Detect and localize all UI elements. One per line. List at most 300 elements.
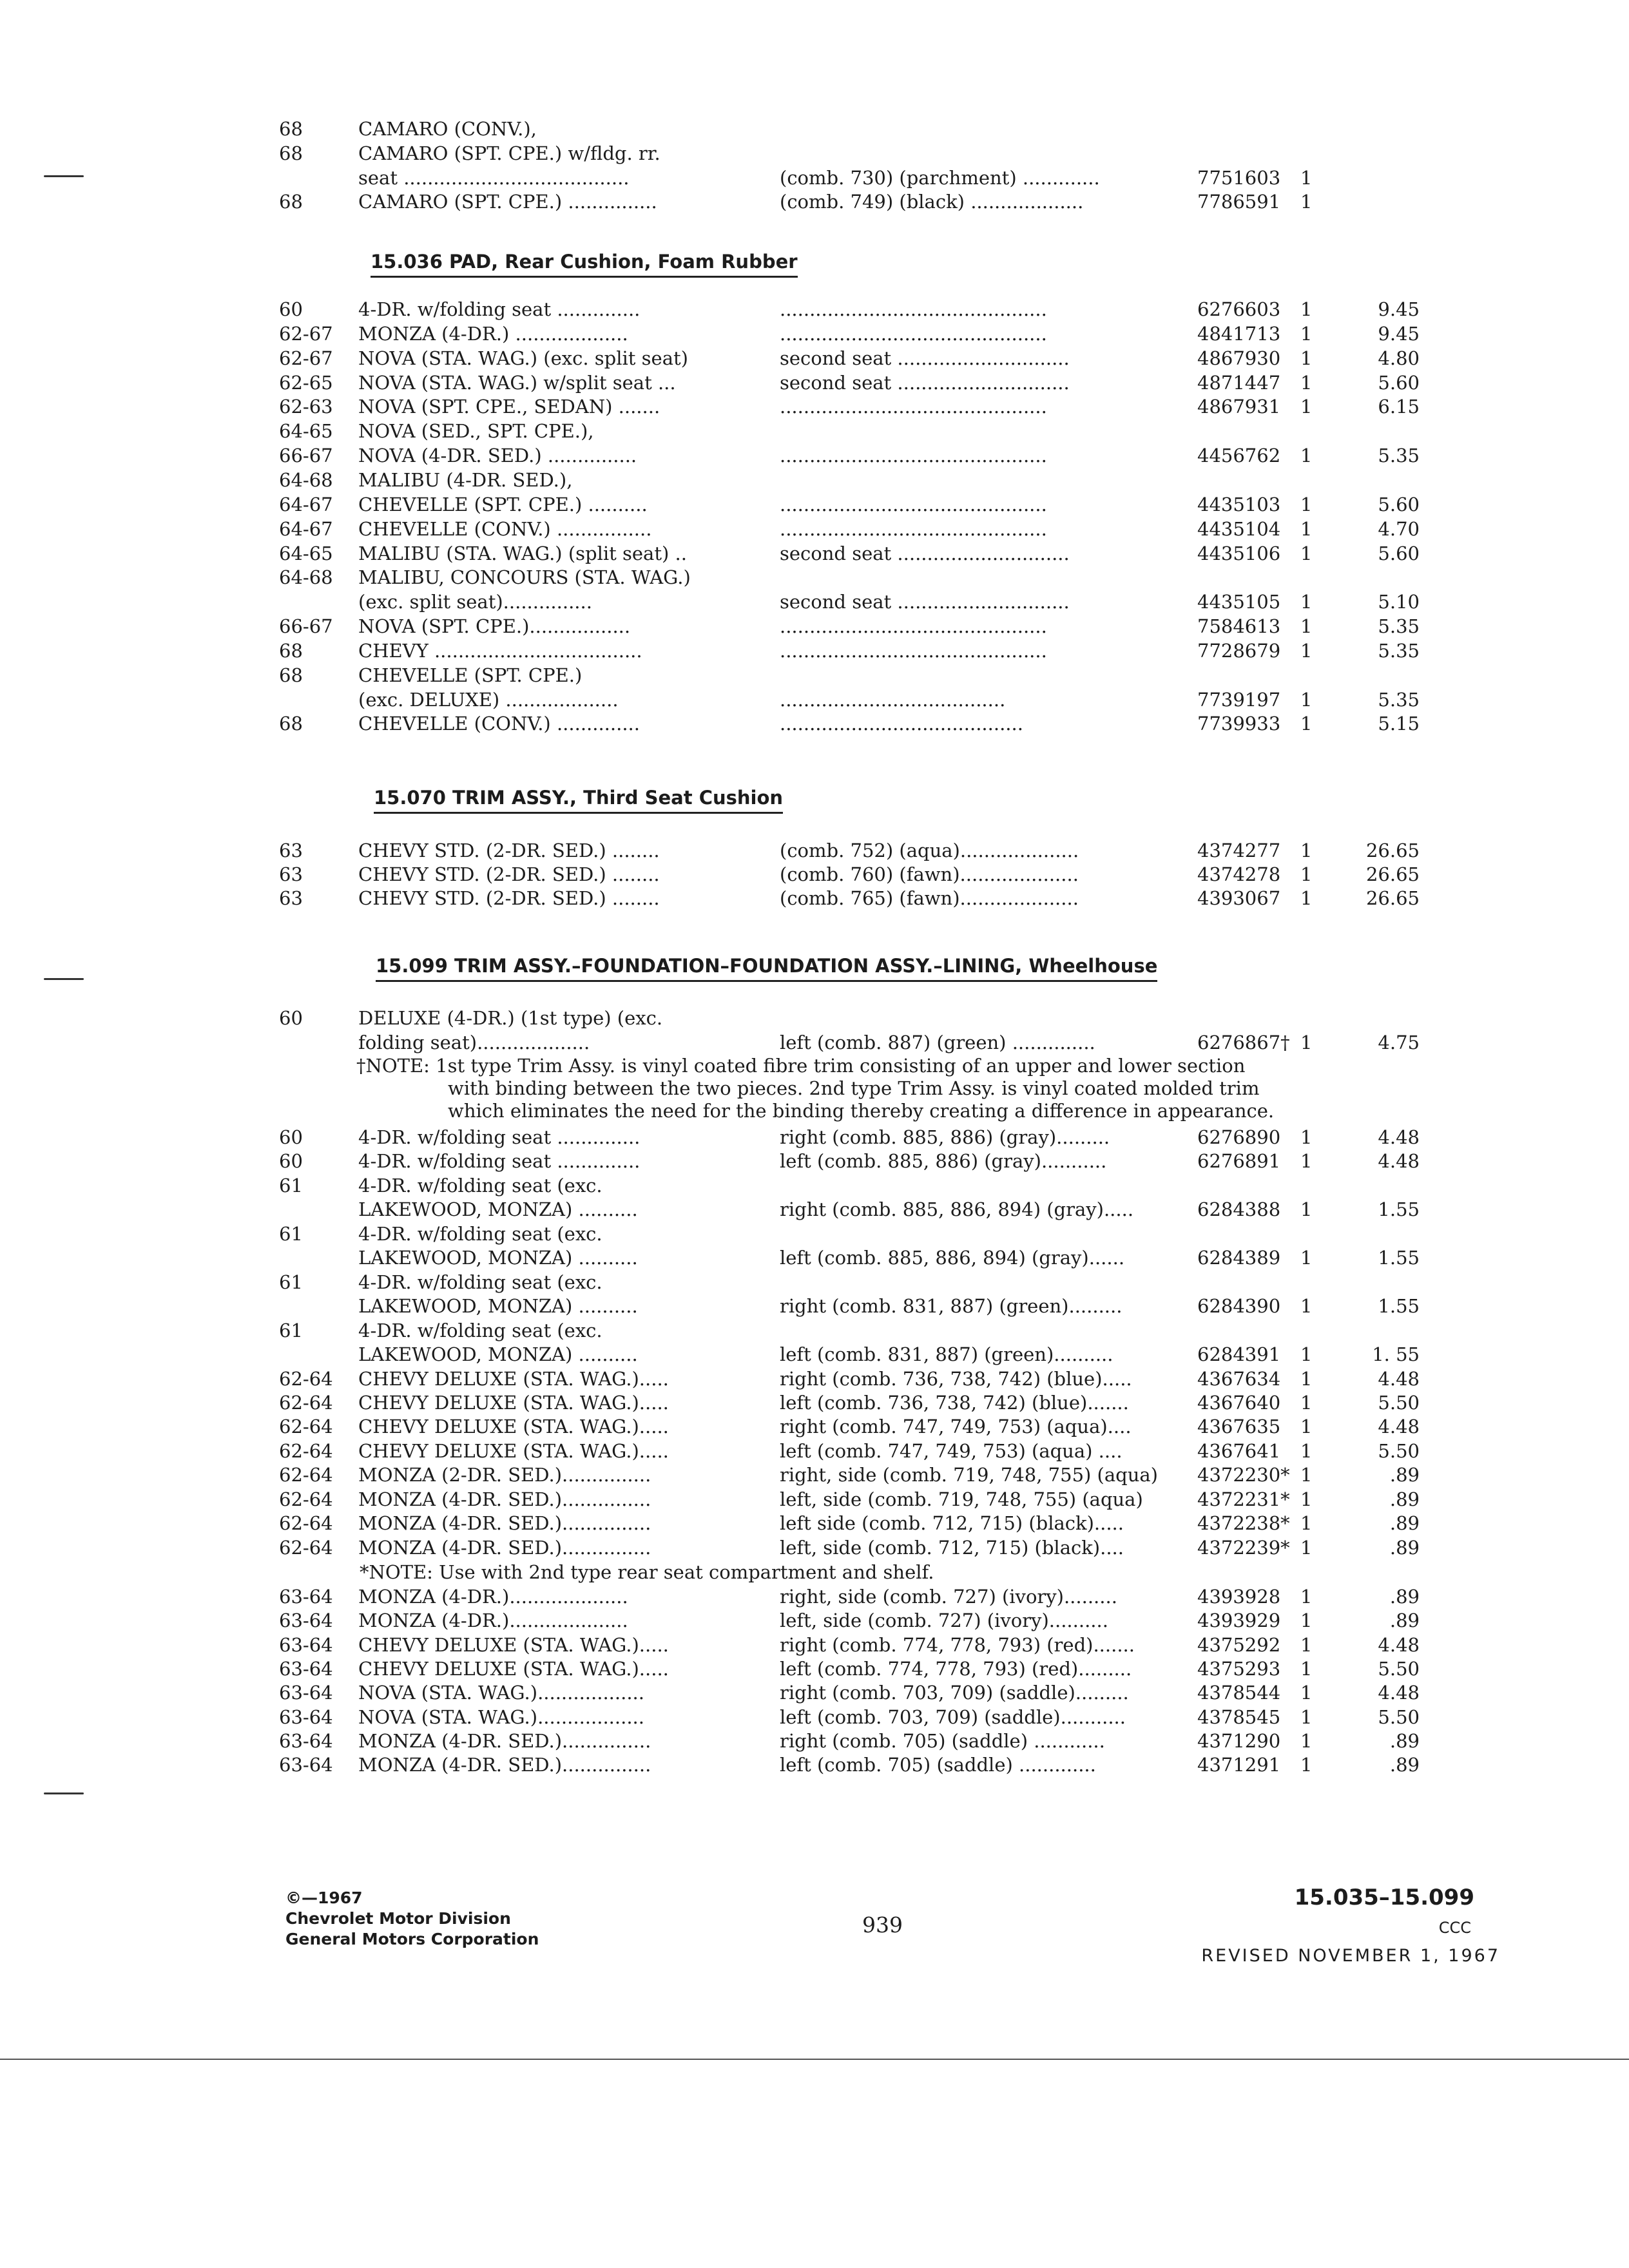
parts-row xyxy=(0,638,1629,664)
description-cell: right (comb. 747, 749, 753) (aqua).... xyxy=(780,1416,1132,1438)
year-cell: 63-64 xyxy=(279,1610,333,1632)
part-number-cell: 4867930 xyxy=(1197,347,1281,369)
page-number: 939 xyxy=(862,1912,903,1937)
quantity-cell: 1 xyxy=(1300,1512,1313,1535)
description-cell: second seat ............................. xyxy=(780,591,1070,613)
year-cell: 62-64 xyxy=(279,1464,333,1486)
description-cell: right (comb. 705) (saddle) ............ xyxy=(780,1729,1105,1752)
description-cell: (comb. 765) (fawn).................... xyxy=(780,887,1079,909)
quantity-cell: 1 xyxy=(1300,1610,1313,1632)
price-cell: 5.35 xyxy=(1378,445,1420,467)
year-cell: 68 xyxy=(279,713,303,735)
year-cell: 63-64 xyxy=(279,1657,333,1680)
model-cell: NOVA (SED., SPT. CPE.), xyxy=(358,420,594,443)
model-cell: LAKEWOOD, MONZA) .......... xyxy=(358,1247,638,1269)
parts-row xyxy=(0,1704,1629,1730)
description-cell: second seat ............................. xyxy=(780,347,1070,369)
quantity-cell: 1 xyxy=(1300,639,1313,662)
description-cell: right (comb. 736, 738, 742) (blue)..... xyxy=(780,1367,1132,1390)
parts-row xyxy=(0,1608,1629,1633)
quantity-cell: 1 xyxy=(1300,1536,1313,1559)
model-cell: CHEVELLE (CONV.) ................ xyxy=(358,517,652,540)
year-cell: 63-64 xyxy=(279,1706,333,1728)
part-number-cell: 4456762 xyxy=(1197,445,1281,467)
parts-row xyxy=(0,394,1629,419)
quantity-cell: 1 xyxy=(1300,887,1313,909)
description-cell: second seat ............................. xyxy=(780,371,1070,394)
parts-row xyxy=(0,1366,1629,1392)
model-cell: CHEVY DELUXE (STA. WAG.)..... xyxy=(358,1416,669,1438)
parts-row xyxy=(0,1656,1629,1682)
parts-row xyxy=(0,885,1629,911)
model-cell: MONZA (4-DR. SED.)............... xyxy=(358,1536,651,1559)
part-number-cell: 7786591 xyxy=(1197,191,1281,213)
quantity-cell: 1 xyxy=(1300,298,1313,320)
year-cell: 60 xyxy=(279,298,303,320)
year-cell: 64-67 xyxy=(279,493,333,515)
model-cell: (exc. split seat)............... xyxy=(358,591,592,613)
description-cell: ............................................. xyxy=(780,445,1047,467)
model-cell: 4-DR. w/folding seat .............. xyxy=(358,298,641,320)
description-cell: right (comb. 703, 709) (saddle)......... xyxy=(780,1682,1129,1704)
model-cell: MALIBU (4-DR. SED.), xyxy=(358,468,573,491)
year-cell: 63-64 xyxy=(279,1633,333,1656)
parts-row xyxy=(0,861,1629,887)
price-cell: 4.48 xyxy=(1378,1682,1420,1704)
part-number-cell: 4367634 xyxy=(1197,1367,1281,1390)
model-cell: DELUXE (4-DR.) (1st type) (exc. xyxy=(358,1007,663,1029)
part-number-cell: 6284390 xyxy=(1197,1295,1281,1318)
model-cell: CHEVY DELUXE (STA. WAG.)..... xyxy=(358,1367,669,1390)
model-cell: CHEVY STD. (2-DR. SED.) ........ xyxy=(358,887,660,909)
quantity-cell: 1 xyxy=(1300,1754,1313,1776)
parts-row xyxy=(0,140,1629,166)
year-cell: 62-64 xyxy=(279,1488,333,1510)
part-number-cell: 4378545 xyxy=(1197,1706,1281,1728)
quantity-cell: 1 xyxy=(1300,1150,1313,1173)
year-cell: 60 xyxy=(279,1150,303,1173)
description-cell: (comb. 760) (fawn).................... xyxy=(780,863,1079,885)
parts-row xyxy=(0,1390,1629,1416)
part-number-cell: 4374277 xyxy=(1197,840,1281,861)
model-cell: LAKEWOOD, MONZA) .......... xyxy=(358,1343,638,1366)
description-cell: ............................................. xyxy=(780,322,1047,345)
price-cell: 4.70 xyxy=(1378,517,1420,540)
model-cell: NOVA (4-DR. SED.) ............... xyxy=(358,445,637,467)
part-number-cell: 4393929 xyxy=(1197,1610,1281,1632)
part-number-cell: 4435106 xyxy=(1197,542,1281,564)
price-cell: 4.48 xyxy=(1378,1633,1420,1656)
quantity-cell: 1 xyxy=(1300,1729,1313,1752)
quantity-cell: 1 xyxy=(1300,166,1313,189)
part-number-cell: 6284389 xyxy=(1197,1247,1281,1269)
description-cell: ............................................. xyxy=(780,396,1047,418)
parts-row xyxy=(0,1341,1629,1367)
part-number-cell: 6276891 xyxy=(1197,1150,1281,1173)
year-cell: 64-67 xyxy=(279,517,333,540)
price-cell: 4.48 xyxy=(1378,1126,1420,1148)
part-number-cell: 7739197 xyxy=(1197,688,1281,711)
parts-row xyxy=(0,189,1629,215)
parts-row xyxy=(0,467,1629,493)
model-cell: CAMARO (SPT. CPE.) ............... xyxy=(358,191,657,213)
model-cell: MALIBU, CONCOURS (STA. WAG.) xyxy=(358,566,691,589)
description-cell: ............................................. xyxy=(780,298,1047,320)
model-cell: MONZA (4-DR.) ................... xyxy=(358,322,628,345)
parts-row xyxy=(0,296,1629,322)
price-cell: 9.45 xyxy=(1378,322,1420,345)
description-cell: left side (comb. 712, 715) (black)..... xyxy=(780,1512,1124,1535)
parts-row xyxy=(0,1414,1629,1439)
section-heading: 15.070 TRIM ASSY., Third Seat Cushion xyxy=(374,785,783,814)
price-cell: 5.35 xyxy=(1378,639,1420,662)
description-cell: left (comb. 705) (saddle) ............. xyxy=(780,1754,1096,1776)
section-heading: 15.036 PAD, Rear Cushion, Foam Rubber xyxy=(371,249,798,278)
model-cell: MALIBU (STA. WAG.) (split seat) .. xyxy=(358,542,687,564)
quantity-cell: 1 xyxy=(1300,1391,1313,1414)
price-cell: 6.15 xyxy=(1378,396,1420,418)
quantity-cell: 1 xyxy=(1300,1586,1313,1608)
model-cell: seat ...................................... xyxy=(358,166,630,189)
description-cell: (comb. 749) (black) ................... xyxy=(780,191,1084,213)
quantity-cell: 1 xyxy=(1300,1367,1313,1390)
quantity-cell: 1 xyxy=(1300,1439,1313,1462)
part-number-cell: 4372239* xyxy=(1197,1536,1290,1559)
model-cell: MONZA (4-DR.).................... xyxy=(358,1610,628,1632)
description-cell: right (comb. 774, 778, 793) (red)....... xyxy=(780,1633,1135,1656)
year-cell: 62-64 xyxy=(279,1391,333,1414)
price-cell: 5.60 xyxy=(1378,542,1420,564)
price-cell: 5.60 xyxy=(1378,493,1420,515)
part-number-cell: 4375293 xyxy=(1197,1657,1281,1680)
note-text: with binding between the two pieces. 2nd type Trim Assy. is vinyl coated molded trim xyxy=(448,1077,1260,1099)
model-cell: NOVA (SPT. CPE.)................. xyxy=(358,615,631,638)
quantity-cell: 1 xyxy=(1300,445,1313,467)
parts-row xyxy=(0,1269,1629,1295)
description-cell: left (comb. 885, 886) (gray)........... xyxy=(780,1150,1107,1173)
description-cell: right (comb. 831, 887) (green)......... xyxy=(780,1295,1123,1318)
model-cell: 4-DR. w/folding seat (exc. xyxy=(358,1271,602,1293)
price-cell: 5.35 xyxy=(1378,688,1420,711)
price-cell: .89 xyxy=(1389,1464,1420,1486)
quantity-cell: 1 xyxy=(1300,542,1313,564)
price-cell: 26.65 xyxy=(1365,863,1420,885)
description-cell: (comb. 752) (aqua).................... xyxy=(780,840,1079,861)
part-number-cell: 6276890 xyxy=(1197,1126,1281,1148)
year-cell: 60 xyxy=(279,1126,303,1148)
part-number-cell: 4378544 xyxy=(1197,1682,1281,1704)
parts-row xyxy=(0,116,1629,142)
parts-row xyxy=(0,1728,1629,1754)
model-cell: CHEVY DELUXE (STA. WAG.)..... xyxy=(358,1657,669,1680)
price-cell: 9.45 xyxy=(1378,298,1420,320)
year-cell: 61 xyxy=(279,1319,303,1341)
description-cell: left (comb. 831, 887) (green).......... xyxy=(780,1343,1113,1366)
part-number-cell: 4372238* xyxy=(1197,1512,1290,1535)
year-cell: 63-64 xyxy=(279,1729,333,1752)
parts-row xyxy=(0,541,1629,566)
quantity-cell: 1 xyxy=(1300,191,1313,213)
description-cell: left (comb. 774, 778, 793) (red)......... xyxy=(780,1657,1132,1680)
price-cell: .89 xyxy=(1389,1488,1420,1510)
model-cell: NOVA (STA. WAG.) (exc. split seat) xyxy=(358,347,688,369)
parts-row xyxy=(0,1584,1629,1610)
price-cell: .89 xyxy=(1389,1754,1420,1776)
parts-row xyxy=(0,1438,1629,1464)
model-cell: LAKEWOOD, MONZA) .......... xyxy=(358,1295,638,1318)
year-cell: 63-64 xyxy=(279,1754,333,1776)
model-cell: 4-DR. w/folding seat (exc. xyxy=(358,1174,602,1196)
price-cell: 26.65 xyxy=(1365,840,1420,861)
parts-row xyxy=(0,1318,1629,1343)
model-cell: MONZA (2-DR. SED.)............... xyxy=(358,1464,651,1486)
year-cell: 68 xyxy=(279,191,303,213)
description-cell: left, side (comb. 712, 715) (black).... xyxy=(780,1536,1124,1559)
description-cell: left (comb. 747, 749, 753) (aqua) .... xyxy=(780,1439,1123,1462)
model-cell: CHEVELLE (SPT. CPE.) xyxy=(358,664,583,686)
quantity-cell: 1 xyxy=(1300,1295,1313,1318)
parts-row xyxy=(0,1196,1629,1222)
quantity-cell: 1 xyxy=(1300,371,1313,394)
section-heading: 15.099 TRIM ASSY.–FOUNDATION–FOUNDATION ASSY.–LINING, Wheelhouse xyxy=(376,953,1157,982)
model-cell: NOVA (STA. WAG.).................. xyxy=(358,1706,644,1728)
part-number-cell: 6276603 xyxy=(1197,298,1281,320)
part-number-cell: 7751603 xyxy=(1197,166,1281,189)
year-cell: 64-65 xyxy=(279,420,333,443)
description-cell: right, side (comb. 727) (ivory)......... xyxy=(780,1586,1117,1608)
parts-row xyxy=(0,1005,1629,1031)
part-number-cell: 4372230* xyxy=(1197,1464,1290,1486)
description-cell: (comb. 730) (parchment) ............. xyxy=(780,166,1100,189)
year-cell: 64-68 xyxy=(279,566,333,589)
description-cell: second seat ............................. xyxy=(780,542,1070,564)
parts-row xyxy=(0,1221,1629,1247)
model-cell: folding seat)................... xyxy=(358,1032,590,1053)
quantity-cell: 1 xyxy=(1300,517,1313,540)
price-cell: .89 xyxy=(1389,1586,1420,1608)
part-number-cell: 4871447 xyxy=(1197,371,1281,394)
year-cell: 61 xyxy=(279,1271,303,1293)
description-cell: left, side (comb. 719, 748, 755) (aqua) xyxy=(780,1488,1143,1510)
year-cell: 62-64 xyxy=(279,1416,333,1438)
model-cell: MONZA (4-DR. SED.)............... xyxy=(358,1754,651,1776)
note-text: *NOTE: Use with 2nd type rear seat compartment and shelf. xyxy=(360,1561,934,1583)
parts-row xyxy=(0,613,1629,639)
part-number-cell: 4393067 xyxy=(1197,887,1281,909)
part-number-cell: 4435105 xyxy=(1197,591,1281,613)
price-cell: .89 xyxy=(1389,1610,1420,1632)
year-cell: 62-64 xyxy=(279,1536,333,1559)
part-number-cell: 6276867† xyxy=(1197,1032,1290,1053)
description-cell: left (comb. 703, 709) (saddle)........... xyxy=(780,1706,1126,1728)
part-number-cell: 4435104 xyxy=(1197,517,1281,540)
description-cell: right (comb. 885, 886) (gray)......... xyxy=(780,1126,1110,1148)
price-cell: 4.48 xyxy=(1378,1416,1420,1438)
price-cell: 1. 55 xyxy=(1372,1343,1420,1366)
price-cell: 4.48 xyxy=(1378,1367,1420,1390)
description-cell: left (comb. 887) (green) .............. xyxy=(780,1032,1095,1053)
price-cell: 1.55 xyxy=(1378,1247,1420,1269)
year-cell: 61 xyxy=(279,1174,303,1196)
model-cell: CHEVY DELUXE (STA. WAG.)..... xyxy=(358,1391,669,1414)
model-cell: NOVA (STA. WAG.) w/split seat ... xyxy=(358,371,676,394)
model-cell: LAKEWOOD, MONZA) .......... xyxy=(358,1198,638,1221)
parts-row xyxy=(0,165,1629,191)
year-cell: 68 xyxy=(279,664,303,686)
model-cell: 4-DR. w/folding seat (exc. xyxy=(358,1222,602,1245)
description-cell: ......................................... xyxy=(780,713,1023,735)
parts-row xyxy=(0,1486,1629,1512)
quantity-cell: 1 xyxy=(1300,863,1313,885)
part-number-cell: 4372231* xyxy=(1197,1488,1290,1510)
price-cell: 5.50 xyxy=(1378,1391,1420,1414)
description-cell: ............................................. xyxy=(780,493,1047,515)
quantity-cell: 1 xyxy=(1300,1126,1313,1148)
part-number-cell: 4867931 xyxy=(1197,396,1281,418)
description-cell: left, side (comb. 727) (ivory).......... xyxy=(780,1610,1108,1632)
part-number-cell: 7739933 xyxy=(1197,713,1281,735)
footer-division: Chevrolet Motor Division xyxy=(285,1909,511,1928)
model-cell: NOVA (SPT. CPE., SEDAN) ....... xyxy=(358,396,660,418)
quantity-cell: 1 xyxy=(1300,1464,1313,1486)
price-cell: 26.65 xyxy=(1365,887,1420,909)
parts-row xyxy=(0,1148,1629,1174)
price-cell: 5.60 xyxy=(1378,371,1420,394)
model-cell: CHEVELLE (CONV.) .............. xyxy=(358,713,640,735)
parts-row xyxy=(0,1510,1629,1536)
year-cell: 62-67 xyxy=(279,322,333,345)
parts-row xyxy=(0,370,1629,396)
part-number-cell: 4367640 xyxy=(1197,1391,1281,1414)
part-number-cell: 4371291 xyxy=(1197,1754,1281,1776)
model-cell: CAMARO (SPT. CPE.) w/fldg. rr. xyxy=(358,142,660,164)
year-cell: 68 xyxy=(279,142,303,164)
price-cell: 5.50 xyxy=(1378,1657,1420,1680)
quantity-cell: 1 xyxy=(1300,1343,1313,1366)
description-cell: ............................................. xyxy=(780,517,1047,540)
note-text: which eliminates the need for the binding thereby creating a difference in appearance. xyxy=(448,1100,1275,1122)
part-number-cell: 4375292 xyxy=(1197,1633,1281,1656)
year-cell: 63-64 xyxy=(279,1682,333,1704)
year-cell: 64-65 xyxy=(279,542,333,564)
footer-corporation: General Motors Corporation xyxy=(285,1930,539,1948)
part-number-cell: 4393928 xyxy=(1197,1586,1281,1608)
price-cell: 5.35 xyxy=(1378,615,1420,638)
year-cell: 66-67 xyxy=(279,445,333,467)
model-cell: 4-DR. w/folding seat .............. xyxy=(358,1150,641,1173)
year-cell: 63 xyxy=(279,887,303,909)
quantity-cell: 1 xyxy=(1300,1633,1313,1656)
year-cell: 62-64 xyxy=(279,1439,333,1462)
part-number-cell: 7728679 xyxy=(1197,639,1281,662)
price-cell: 1.55 xyxy=(1378,1198,1420,1221)
quantity-cell: 1 xyxy=(1300,347,1313,369)
model-cell: CHEVY ................................... xyxy=(358,639,642,662)
price-cell: 4.80 xyxy=(1378,347,1420,369)
quantity-cell: 1 xyxy=(1300,322,1313,345)
description-cell: ...................................... xyxy=(780,688,1006,711)
description-cell: ............................................. xyxy=(780,639,1047,662)
model-cell: MONZA (4-DR.).................... xyxy=(358,1586,628,1608)
price-cell: 5.15 xyxy=(1378,713,1420,735)
margin-mark xyxy=(44,1792,84,1794)
year-cell: 62-64 xyxy=(279,1367,333,1390)
description-cell: left (comb. 736, 738, 742) (blue)....... xyxy=(780,1391,1129,1414)
quantity-cell: 1 xyxy=(1300,493,1313,515)
year-cell: 63 xyxy=(279,840,303,861)
parts-row xyxy=(0,1030,1629,1055)
quantity-cell: 1 xyxy=(1300,1488,1313,1510)
part-number-cell: 4435103 xyxy=(1197,493,1281,515)
year-cell: 63-64 xyxy=(279,1586,333,1608)
parts-row xyxy=(0,838,1629,863)
model-cell: 4-DR. w/folding seat (exc. xyxy=(358,1319,602,1341)
year-cell: 68 xyxy=(279,118,303,140)
description-cell: left (comb. 885, 886, 894) (gray)...... xyxy=(780,1247,1125,1269)
quantity-cell: 1 xyxy=(1300,688,1313,711)
price-cell: 5.50 xyxy=(1378,1706,1420,1728)
section-range: 15.035–15.099 xyxy=(1294,1885,1474,1910)
description-cell: ............................................. xyxy=(780,615,1047,638)
part-number-cell: 4367635 xyxy=(1197,1416,1281,1438)
year-cell: 63 xyxy=(279,863,303,885)
model-cell: MONZA (4-DR. SED.)............... xyxy=(358,1512,651,1535)
quantity-cell: 1 xyxy=(1300,1706,1313,1728)
description-cell: right (comb. 885, 886, 894) (gray)..... xyxy=(780,1198,1134,1221)
model-cell: MONZA (4-DR. SED.)............... xyxy=(358,1729,651,1752)
parts-row xyxy=(0,516,1629,542)
part-number-cell: 6284391 xyxy=(1197,1343,1281,1366)
part-number-cell: 4371290 xyxy=(1197,1729,1281,1752)
quantity-cell: 1 xyxy=(1300,1416,1313,1438)
year-cell: 64-68 xyxy=(279,468,333,491)
parts-row xyxy=(0,1462,1629,1488)
parts-row xyxy=(0,492,1629,517)
model-cell: (exc. DELUXE) ................... xyxy=(358,688,619,711)
quantity-cell: 1 xyxy=(1300,713,1313,735)
price-cell: 1.55 xyxy=(1378,1295,1420,1318)
part-number-cell: 6284388 xyxy=(1197,1198,1281,1221)
part-number-cell: 4367641 xyxy=(1197,1439,1281,1462)
quantity-cell: 1 xyxy=(1300,1247,1313,1269)
year-cell: 60 xyxy=(279,1007,303,1029)
quantity-cell: 1 xyxy=(1300,1032,1313,1053)
year-cell: 61 xyxy=(279,1222,303,1245)
parts-row xyxy=(0,1245,1629,1271)
quantity-cell: 1 xyxy=(1300,840,1313,861)
model-cell: CHEVY STD. (2-DR. SED.) ........ xyxy=(358,840,660,861)
quantity-cell: 1 xyxy=(1300,1198,1313,1221)
model-cell: CAMARO (CONV.), xyxy=(358,118,537,140)
model-cell: CHEVY DELUXE (STA. WAG.)..... xyxy=(358,1633,669,1656)
parts-row xyxy=(0,1535,1629,1561)
quantity-cell: 1 xyxy=(1300,1657,1313,1680)
parts-row xyxy=(0,687,1629,713)
description-cell: right, side (comb. 719, 748, 755) (aqua) xyxy=(780,1464,1158,1486)
note-text: †NOTE: 1st type Trim Assy. is vinyl coated fibre trim consisting of an upper and lower section xyxy=(356,1055,1246,1077)
model-cell: MONZA (4-DR. SED.)............... xyxy=(358,1488,651,1510)
parts-row xyxy=(0,321,1629,347)
parts-row xyxy=(0,1173,1629,1198)
year-cell: 62-67 xyxy=(279,347,333,369)
model-cell: 4-DR. w/folding seat .............. xyxy=(358,1126,641,1148)
quantity-cell: 1 xyxy=(1300,615,1313,638)
model-cell: CHEVY STD. (2-DR. SED.) ........ xyxy=(358,863,660,885)
parts-row xyxy=(0,345,1629,371)
parts-row xyxy=(0,589,1629,615)
price-cell: .89 xyxy=(1389,1512,1420,1535)
parts-row xyxy=(0,1124,1629,1150)
